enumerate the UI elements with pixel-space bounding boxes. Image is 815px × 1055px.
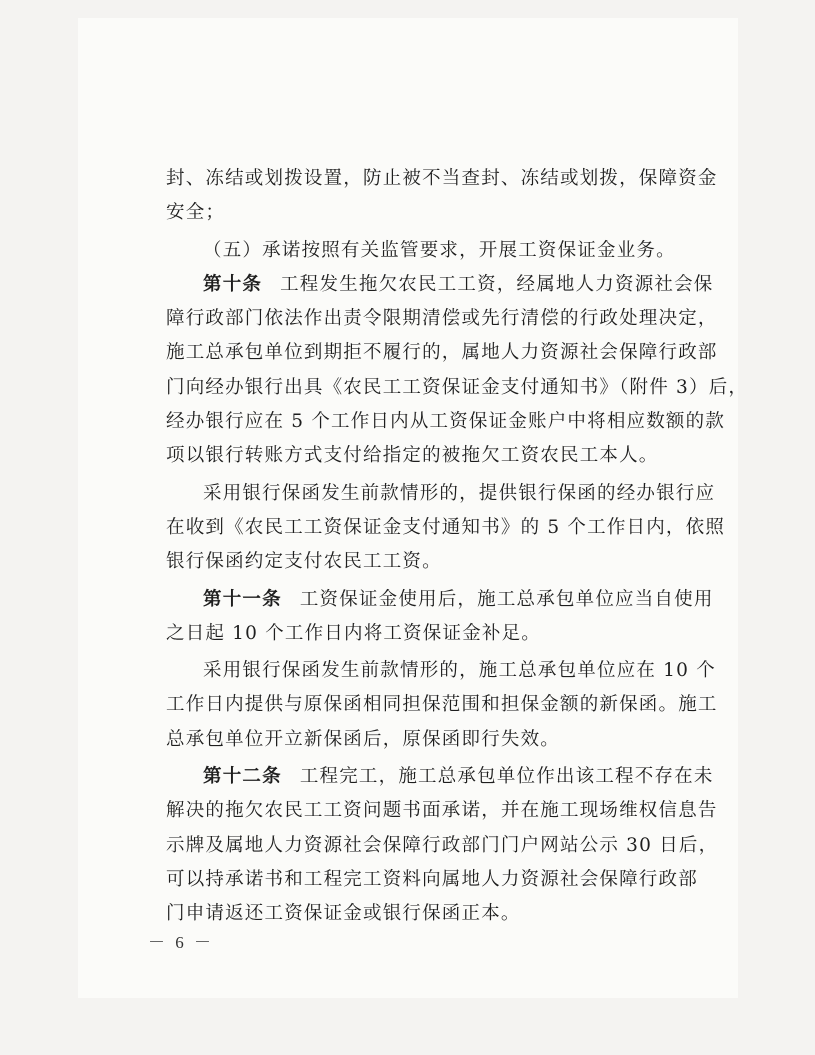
text-line: 之日起 10 个工作日内将工资保证金补足。 — [166, 622, 542, 644]
text-line: 采用银行保函发生前款情形的，提供银行保函的经办银行应 — [203, 482, 716, 504]
paragraph — [166, 654, 718, 757]
text-line: 经办银行应在 5 个工作日内从工资保证金账户中将相应数额的款 — [166, 411, 726, 433]
page-number: － 6 － — [148, 933, 214, 952]
article-heading: 第十二条 — [203, 766, 282, 788]
article-11 — [166, 583, 714, 652]
text-line: 安全； — [166, 202, 226, 224]
text-line — [166, 583, 714, 617]
document-body — [166, 162, 749, 932]
text-line: 在收到《农民工工资保证金支付通知书》的 5 个工作日内，依照 — [166, 516, 726, 538]
text-line: 项以银行转账方式支付给指定的被拖欠工资农民工本人。 — [166, 445, 659, 467]
text-line: 障行政部门依法作出责令限期清偿或先行清偿的行政处理决定， — [166, 308, 718, 330]
text-line: 门向经办银行出具《农民工工资保证金支付通知书》（附件 3）后， — [166, 376, 749, 398]
text-line: 工作日内提供与原保函相同担保范围和担保金额的新保函。施工 — [166, 694, 718, 716]
text-span: 工程完工，施工总承包单位作出该工程不存在未 — [299, 766, 714, 788]
paragraph — [166, 162, 718, 231]
article-heading: 第十一条 — [203, 588, 282, 610]
text-line: 银行保函约定支付农民工工资。 — [166, 551, 442, 573]
article-heading: 第十条 — [203, 273, 263, 295]
paragraph — [166, 234, 686, 268]
text-line: 封、冻结或划拨设置，防止被不当查封、冻结或划拨，保障资金 — [166, 168, 718, 189]
text-line: 示牌及属地人力资源社会保障行政部门门户网站公示 30 日后， — [166, 834, 719, 856]
text-line: 总承包单位开立新保函后，原保函即行失效。 — [166, 728, 561, 750]
article-10 — [166, 268, 749, 474]
text-line: 施工总承包单位到期拒不履行的，属地人力资源社会保障行政部 — [166, 342, 718, 364]
article-12 — [166, 760, 719, 931]
text-line: 门申请返还工资保证金或银行保函正本。 — [166, 903, 521, 925]
text-line: 解决的拖欠农民工工资问题书面承诺，并在施工现场维权信息告 — [166, 800, 718, 822]
text-line — [166, 760, 714, 794]
paragraph — [166, 477, 726, 580]
text-line — [166, 268, 714, 302]
text-span: 工程发生拖欠农民工工资，经属地人力资源社会保 — [280, 273, 714, 295]
text-line: 可以持承诺书和工程完工资料向属地人力资源社会保障行政部 — [166, 868, 698, 890]
text-line: （五）承诺按照有关监管要求，开展工资保证金业务。 — [203, 239, 676, 261]
text-line: 采用银行保函发生前款情形的，施工总承包单位应在 10 个 — [203, 660, 716, 682]
text-span: 工资保证金使用后，施工总承包单位应当自使用 — [299, 588, 714, 610]
